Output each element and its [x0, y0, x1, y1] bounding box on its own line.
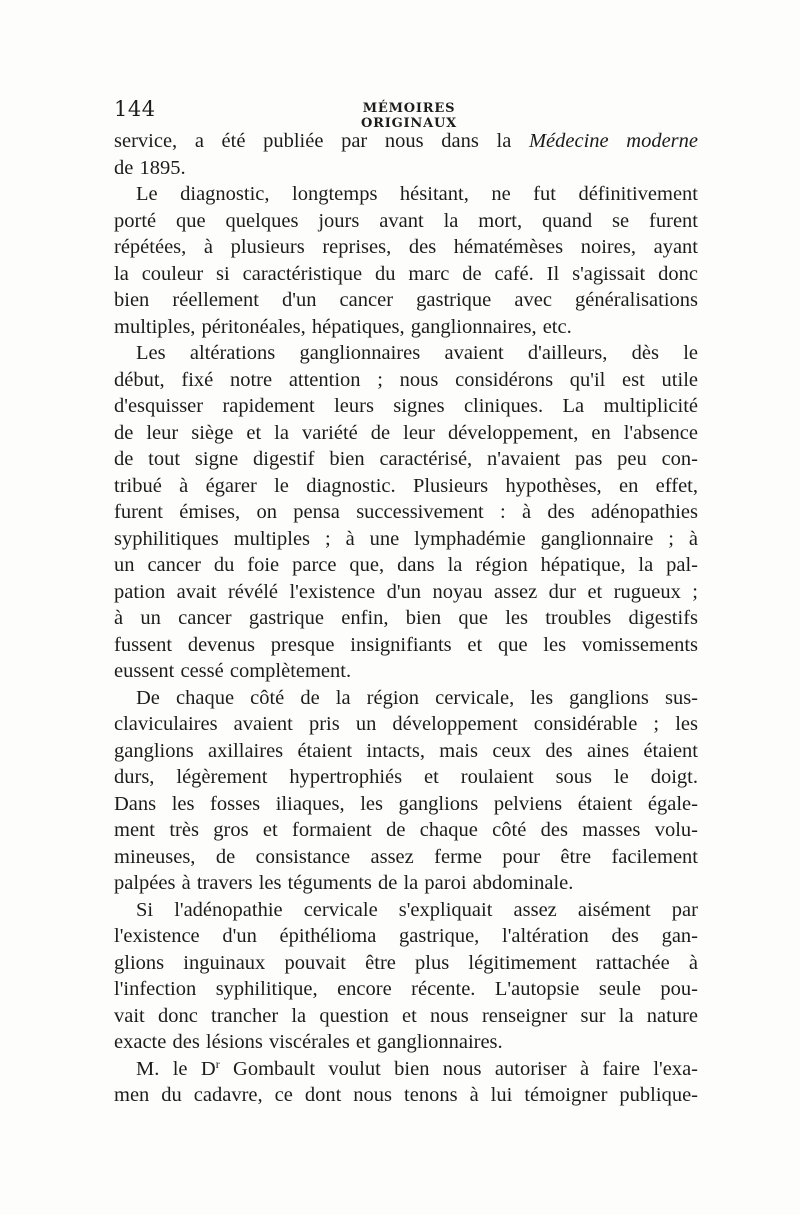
text-line: Si l'adénopathie cervicale s'expliquait assez aisément par: [136, 898, 698, 921]
text-line: un cancer du foie parce que, dans la région hépatique, la pal-: [114, 554, 698, 576]
text-line: de leur siège et la variété de leur développement, en l'absence: [114, 421, 698, 444]
body-text: [114, 128, 698, 1109]
text-line: durs, légèrement hypertrophiés et roulaient sous le doigt.: [114, 766, 698, 788]
text-line: men du cadavre, ce dont nous tenons à lui témoigner publique-: [114, 1084, 698, 1106]
text-line: Les altérations ganglionnaires avaient d'ailleurs, dès le: [136, 342, 698, 364]
text-line: de 1895.: [114, 156, 186, 179]
text-line: bien réellement d'un cancer gastrique avec généralisations: [114, 289, 698, 311]
text-line: glions inguinaux pouvait être plus légitimement rattachée à: [114, 951, 698, 974]
text-line: claviculaires avaient pris un développement considérable ; les: [114, 713, 698, 735]
text-line: Le diagnostic, longtemps hésitant, ne fut définitivement: [136, 183, 698, 205]
text-line: d'esquisser rapidement leurs signes cliniques. La multiplicité: [114, 395, 698, 417]
text-line: de tout signe digestif bien caractérisé, n'avaient pas peu con-: [114, 448, 698, 470]
text-line: tribué à égarer le diagnostic. Plusieurs hypothèses, en effet,: [114, 474, 698, 497]
text-line: début, fixé notre attention ; nous considérons qu'il est utile: [114, 368, 698, 391]
text-line: De chaque côté de la région cervicale, les ganglions sus-: [136, 686, 698, 709]
text-line: palpées à travers les téguments de la paroi abdominale.: [114, 872, 574, 894]
text-line: répétées, à plusieurs reprises, des hématémèses noires, ayant: [114, 236, 698, 258]
text-line: Dans les fosses iliaques, les ganglions pelviens étaient égale-: [114, 792, 698, 815]
text-line: l'infection syphilitique, encore récente. L'autopsie seule pou-: [114, 978, 698, 1000]
text-line: pation avait révélé l'existence d'un noyau assez dur et rugueux ;: [114, 580, 698, 603]
text-line: mineuses, de consistance assez ferme pour être facilement: [114, 845, 698, 868]
text-line: vait donc trancher la question et nous renseigner sur la nature: [114, 1004, 698, 1027]
header-title: MÉMOIRES ORIGINAUX: [361, 101, 457, 131]
text-line: ganglions axillaires étaient intacts, mais ceux des aines étaient: [114, 739, 698, 762]
text-line: multiples, péritonéales, hépatiques, ganglionnaires, etc.: [114, 315, 572, 338]
text-line: fussent devenus presque insignifiants et que les vomissements: [114, 633, 698, 656]
page-number: 144: [114, 97, 156, 121]
text-line: syphilitiques multiples ; à une lymphadémie ganglionnaire ; à: [114, 527, 698, 550]
running-head: [114, 97, 698, 131]
text-line: eussent cessé complètement.: [114, 660, 352, 682]
text-line: à un cancer gastrique enfin, bien que les troubles digestifs: [114, 607, 698, 629]
text-line: porté que quelques jours avant la mort, quand se furent: [114, 209, 698, 232]
text-line: furent émises, on pensa successivement : à des adénopathies: [114, 501, 698, 523]
text-line: ment très gros et formaient de chaque côté des masses volu-: [114, 819, 698, 841]
text-line: service, a été publiée par nous dans la Médecine moderne: [114, 130, 698, 152]
text-line: la couleur si caractéristique du marc de café. Il s'agissait donc: [114, 262, 698, 285]
text-line: M. le $D^r$ Gombault voulut bien nous autoriser à faire l'exa-: [136, 1056, 698, 1080]
text-line: l'existence d'un épithélioma gastrique, l'altération des gan-: [114, 925, 698, 947]
text-line: exacte des lésions viscérales et ganglionnaires.: [114, 1031, 503, 1053]
